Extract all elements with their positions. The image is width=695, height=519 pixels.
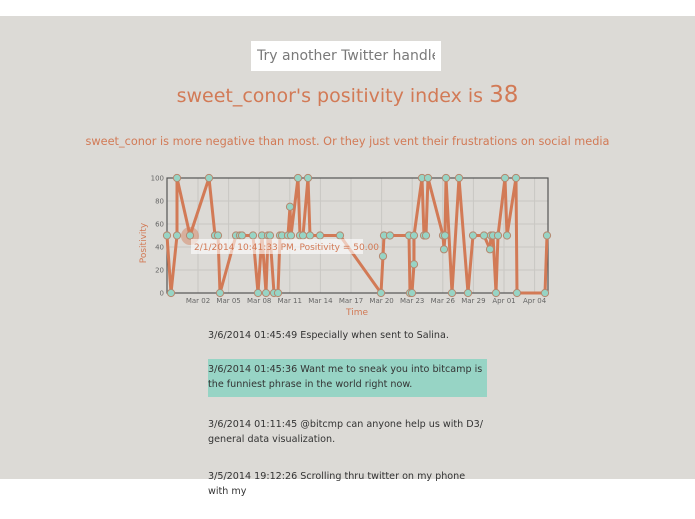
data-point[interactable] xyxy=(543,232,550,239)
svg-text:Mar 20: Mar 20 xyxy=(369,297,394,305)
positivity-summary: sweet_conor is more negative than most. Or they just vent their frustrations on social media xyxy=(85,135,610,148)
tooltip xyxy=(191,239,379,254)
data-point[interactable] xyxy=(262,289,269,296)
svg-text:Mar 02: Mar 02 xyxy=(185,297,211,305)
data-point[interactable] xyxy=(480,232,487,239)
data-point[interactable] xyxy=(249,232,256,239)
data-point[interactable] xyxy=(441,232,448,239)
data-point[interactable] xyxy=(501,174,508,181)
data-point[interactable] xyxy=(422,232,429,239)
data-point[interactable] xyxy=(287,232,294,239)
data-point[interactable] xyxy=(512,174,519,181)
data-point[interactable] xyxy=(336,232,343,239)
data-point[interactable] xyxy=(494,232,501,239)
data-point[interactable] xyxy=(286,203,293,210)
data-point[interactable] xyxy=(424,174,431,181)
svg-text:Mar 17: Mar 17 xyxy=(338,297,364,305)
data-point[interactable] xyxy=(254,289,261,296)
data-point[interactable] xyxy=(274,289,281,296)
data-point[interactable] xyxy=(216,289,223,296)
svg-text:Apr 01: Apr 01 xyxy=(492,297,516,305)
data-point[interactable] xyxy=(214,232,221,239)
data-point[interactable] xyxy=(238,232,245,239)
data-point[interactable] xyxy=(316,232,323,239)
tooltip-text: 2/1/2014 10:41:33 PM, Positivity = 50.00 xyxy=(194,243,380,253)
data-point[interactable] xyxy=(186,232,193,239)
svg-text:80: 80 xyxy=(155,197,164,206)
tweet-item[interactable]: 3/6/2014 01:45:49 Especially when sent to Salina. xyxy=(208,330,449,341)
data-point[interactable] xyxy=(410,261,417,268)
svg-text:Mar 23: Mar 23 xyxy=(400,297,425,305)
svg-text:Mar 05: Mar 05 xyxy=(216,297,241,305)
x-axis-label: Time xyxy=(345,308,369,318)
data-point[interactable] xyxy=(455,174,462,181)
data-point[interactable] xyxy=(205,174,212,181)
data-points[interactable] xyxy=(163,174,550,296)
data-point[interactable] xyxy=(408,289,415,296)
svg-text:40: 40 xyxy=(155,243,164,252)
positivity-score: 38 xyxy=(489,82,519,108)
data-point[interactable] xyxy=(304,174,311,181)
svg-text:Mar 29: Mar 29 xyxy=(461,297,486,305)
svg-text:60: 60 xyxy=(155,220,164,229)
tweet-item[interactable]: 3/5/2014 19:12:26 Scrolling thru twitter on my phone with my xyxy=(208,471,466,497)
data-point[interactable] xyxy=(377,289,384,296)
tweet-item[interactable]: 3/6/2014 01:11:45 @bitcmp can anyone help us with D3/ general data visualization. xyxy=(208,419,484,445)
svg-text:100: 100 xyxy=(150,174,164,183)
data-point[interactable] xyxy=(469,232,476,239)
data-point[interactable] xyxy=(448,289,455,296)
data-point[interactable] xyxy=(167,289,174,296)
svg-text:20: 20 xyxy=(155,266,164,275)
svg-text:Apr 04: Apr 04 xyxy=(522,297,547,305)
data-point[interactable] xyxy=(442,174,449,181)
data-point[interactable] xyxy=(464,289,471,296)
svg-text:Mar 11: Mar 11 xyxy=(277,297,302,305)
svg-text:0: 0 xyxy=(159,289,164,298)
tweet-item-highlighted[interactable]: 3/6/2014 01:45:36 Want me to sneak you into bitcamp is the funniest phrase in the world right now. xyxy=(208,359,487,397)
data-point[interactable] xyxy=(513,289,520,296)
data-point[interactable] xyxy=(266,232,273,239)
data-point[interactable] xyxy=(299,232,306,239)
data-point[interactable] xyxy=(386,232,393,239)
data-point[interactable] xyxy=(503,232,510,239)
data-point[interactable] xyxy=(486,246,493,253)
data-point[interactable] xyxy=(410,232,417,239)
svg-text:Mar 26: Mar 26 xyxy=(430,297,455,305)
data-point[interactable] xyxy=(294,174,301,181)
data-point[interactable] xyxy=(492,289,499,296)
svg-text:Mar 08: Mar 08 xyxy=(247,297,272,305)
data-point[interactable] xyxy=(379,253,386,260)
svg-text:Mar 14: Mar 14 xyxy=(308,297,333,305)
data-point[interactable] xyxy=(173,232,180,239)
data-point[interactable] xyxy=(306,232,313,239)
data-point[interactable] xyxy=(440,246,447,253)
data-point[interactable] xyxy=(173,174,180,181)
data-point[interactable] xyxy=(541,289,548,296)
headline-text: sweet_conor's positivity index is xyxy=(176,85,490,107)
y-axis-label: Positivity xyxy=(139,222,149,264)
data-point[interactable] xyxy=(163,232,170,239)
